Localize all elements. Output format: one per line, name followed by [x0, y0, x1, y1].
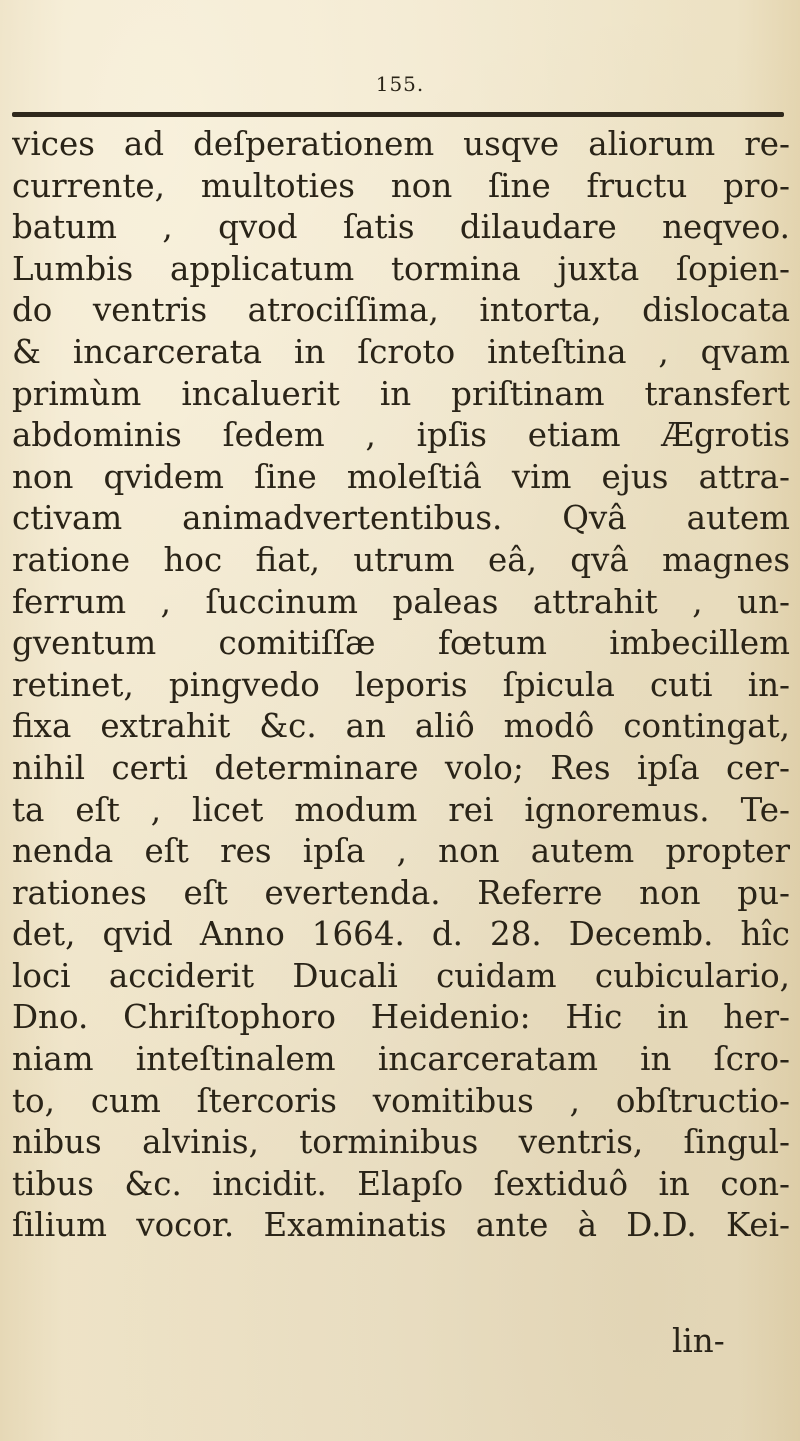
text-line: retinet, pingvedo leporis ſpicula cuti in-: [12, 665, 790, 704]
text-line: gventum comitiſſæ fœtum imbecillem: [12, 624, 790, 663]
text-line: nenda eſt res ipſa , non autem propter: [12, 832, 790, 871]
text-line: det, qvid Anno 1664. d. 28. Decemb. hîc: [12, 915, 790, 954]
text-line: currente, multoties non ſine fructu pro-: [12, 166, 790, 205]
text-line: ferrum , ſuccinum paleas attrahit , un-: [12, 582, 790, 621]
text-line: ratione hoc fiat, utrum eâ, qvâ magnes: [12, 540, 790, 579]
text-line: do ventris atrociſſima, intorta, dislocata: [12, 291, 790, 330]
text-line: abdominis ſedem , ipſis etiam Ægrotis: [12, 416, 790, 455]
text-line: non qvidem ſine moleſtiâ vim ejus attra-: [12, 457, 790, 496]
text-line: loci acciderit Ducali cuidam cubiculario,: [12, 956, 790, 995]
text-line: niam inteſtinalem incarceratam in ſcro-: [12, 1040, 790, 1079]
text-line: nihil certi determinare volo; Res ipſa cer-: [12, 748, 790, 787]
text-line: to, cum ſtercoris vomitibus , obſtructio-: [12, 1081, 790, 1120]
text-line: tibus &c. incidit. Elapſo ſextiduô in con-: [12, 1164, 790, 1203]
text-line: vices ad deſperationem usqve aliorum re-: [12, 125, 790, 163]
text-line: primùm incaluerit in priſtinam transfert: [12, 374, 790, 413]
text-line: & incarcerata in ſcroto inteſtina , qvam: [12, 332, 790, 371]
body-text: [12, 124, 790, 1247]
catchword: lin-: [672, 1322, 725, 1360]
text-line: Lumbis applicatum tormina juxta ſopien-: [12, 249, 790, 288]
text-line: fixa extrahit &c. an aliô modô contingat,: [12, 707, 790, 746]
text-line: rationes eſt evertenda. Referre non pu-: [12, 873, 790, 912]
text-line: ſilium vocor. Examinatis ante à D.D. Kei-: [12, 1206, 790, 1245]
text-line: ta eſt , licet modum rei ignoremus. Te-: [12, 790, 790, 829]
text-line: batum , qvod ſatis dilaudare neqveo.: [12, 208, 790, 247]
text-line: nibus alvinis, torminibus ventris, ſingul-: [12, 1123, 790, 1162]
header-rule: [12, 112, 784, 117]
text-line: Dno. Chriſtophoro Heidenio: Hic in her-: [12, 998, 790, 1037]
text-line: ctivam animadvertentibus. Qvâ autem: [12, 499, 790, 538]
page-number: 155.: [375, 72, 425, 96]
